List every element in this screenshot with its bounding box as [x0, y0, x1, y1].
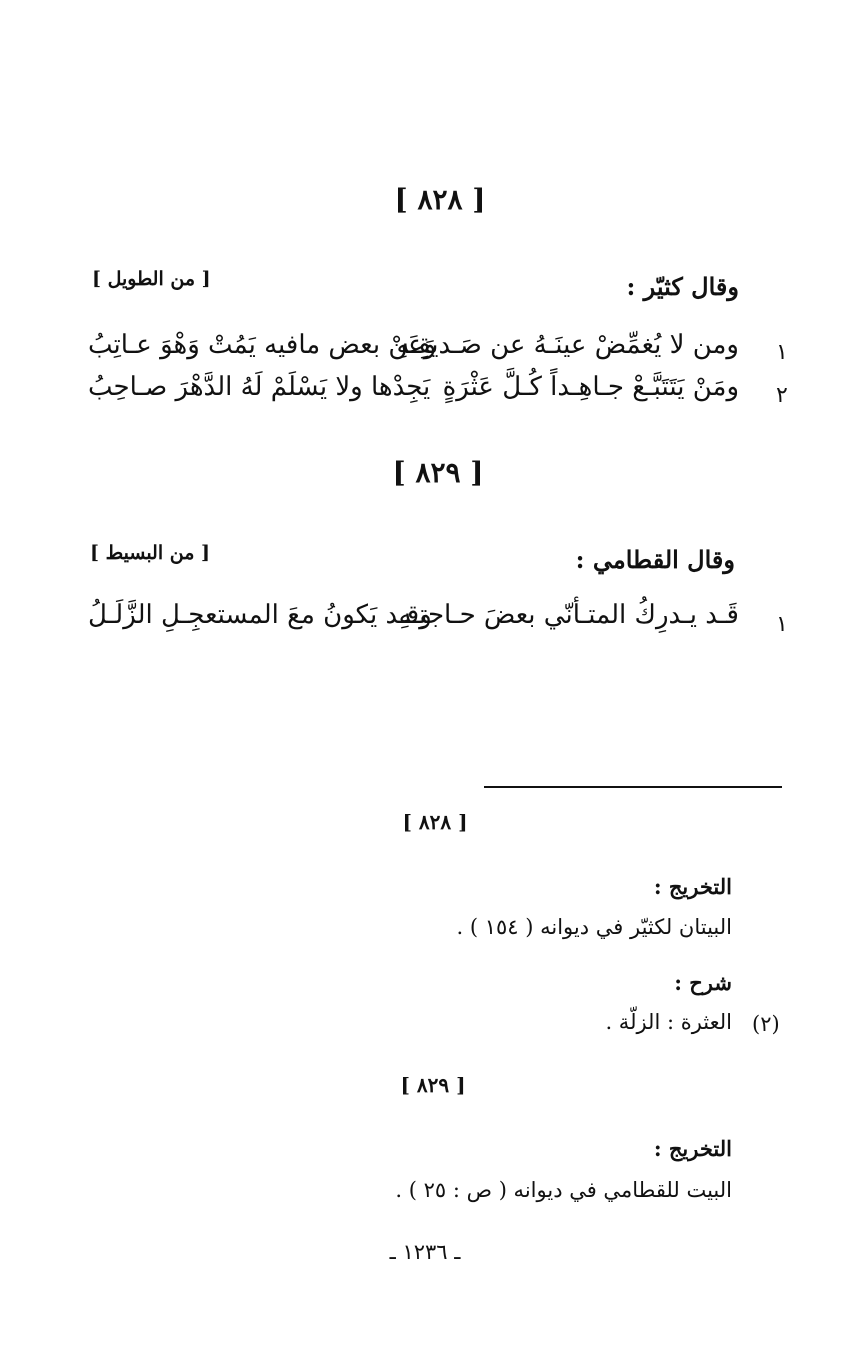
takhrij-label: التخريج :	[653, 1136, 732, 1161]
note-number-829: [ ٨٢٩ ]	[400, 1073, 466, 1097]
takhrij-label: التخريج :	[653, 874, 732, 899]
poem-number-828: [ ٨٢٨ ]	[394, 183, 486, 216]
sharh-label: شرح :	[674, 970, 732, 995]
verse-first-hemistich: ومن لا يُغمِّضْ عينَـهُ عن صَـديقِـهِ	[396, 330, 739, 360]
poem-speaker-829: وقال القطامي :	[575, 545, 735, 574]
verse-number: ٢	[776, 383, 788, 408]
takhrij-text: البيت للقطامي في ديوانه ( ص : ٢٥ ) .	[395, 1178, 732, 1202]
takhrij-text: البيتان لكثيّر في ديوانه ( ١٥٤ ) .	[456, 915, 732, 939]
sharh-verse-number: (٢)	[752, 1012, 780, 1036]
verse-second-hemistich: وَعَنْ بعض مافيه يَمُتْ وَهْوَ عـاتِبُ	[88, 330, 437, 360]
sharh-text: العثرة : الزلّة .	[605, 1010, 732, 1034]
verse-second-hemistich: وقـد يَكونُ معَ المستعجِـلِ الزَّلَـلُ	[88, 600, 432, 630]
page-number: ـ ١٢٣٦ ـ	[389, 1240, 461, 1264]
verse-number: ١	[776, 340, 788, 365]
verse-second-hemistich: يَجِدْها ولا يَسْلَمْ لَهُ الدَّهْرَ صـاحِبُ	[88, 372, 431, 402]
verse-number: ١	[776, 612, 788, 637]
poem-number-829: [ ٨٢٩ ]	[392, 456, 484, 489]
footnote-divider	[484, 786, 782, 788]
poem-speaker-828: وقال كثيّر :	[626, 272, 739, 301]
verse-first-hemistich: ومَنْ يَتَتَبَّـعْ جـاهِـداً كُـلَّ عَثْرَةٍ	[442, 372, 739, 402]
note-number-828: [ ٨٢٨ ]	[402, 810, 468, 834]
poem-meter-829: [ من البسيط ]	[90, 542, 210, 564]
verse-first-hemistich: قَـد يـدرِكُ المتـأنّي بعضَ حـاجتِـهِ	[398, 600, 739, 630]
poem-meter-828: [ من الطويل ]	[92, 268, 211, 290]
